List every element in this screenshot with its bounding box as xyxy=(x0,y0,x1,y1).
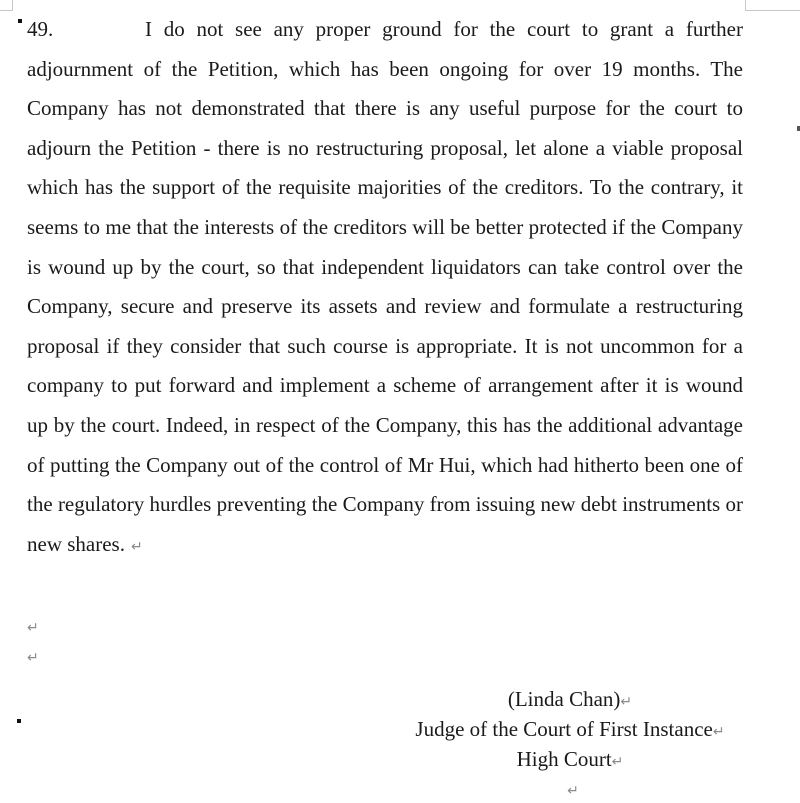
empty-paragraph[interactable] xyxy=(27,620,39,636)
paragraph-format-marker xyxy=(17,719,21,723)
paragraph-number: 49. xyxy=(27,17,54,41)
crop-mark-top-left xyxy=(0,0,13,11)
judge-title: Judge of the Court of First Instance xyxy=(415,717,713,741)
paragraph-text: I do not see any proper ground for the court to grant a further adjournment of the Petition, which has been ongoing for over 19 months. The Company has not demonstrated that there is any useful purpose for the court to adjourn the Petition - there is no restructuring proposal, let alone a viable proposal which has the support of the requisite majorities of the creditors. To the contrary, it seems to me that the interests of the creditors will be better protected if the Company is wound up by the court, so that independent liquidators can take control over the Company, secure and preserve its assets and review and formulate a restructuring proposal if they consider that such course is appropriate. It is not uncommon for a company to put forward and implement a scheme of arrangement after it is wound up by the court. Indeed, in respect of the Company, this has the additional advantage of putting the Company out of the control of Mr Hui, which had hitherto been one of the regulatory hurdles preventing the Company from issuing new debt instruments or new shares. xyxy=(27,17,743,556)
empty-paragraph[interactable] xyxy=(380,776,760,800)
paragraph-mark-icon: ↵ xyxy=(567,783,579,799)
judge-name: (Linda Chan) xyxy=(507,687,621,711)
paragraph-mark-icon: ↵ xyxy=(611,754,624,770)
signature-title-line xyxy=(380,716,760,746)
paragraph-mark-icon: ↵ xyxy=(712,724,725,740)
crop-mark-top-right xyxy=(745,0,800,11)
court-name: High Court xyxy=(516,747,612,771)
judgment-paragraph[interactable] xyxy=(27,10,743,567)
paragraph-mark-icon: ↵ xyxy=(620,694,633,710)
signature-name-line xyxy=(380,686,760,716)
paragraph-format-marker xyxy=(18,19,22,23)
signature-court-line xyxy=(380,746,760,776)
paragraph-mark-icon: ↵ xyxy=(27,650,39,666)
paragraph-mark-icon: ↵ xyxy=(130,538,143,555)
paragraph-mark-icon: ↵ xyxy=(27,620,39,636)
empty-paragraph[interactable] xyxy=(27,650,39,666)
signature-block[interactable] xyxy=(380,686,760,800)
